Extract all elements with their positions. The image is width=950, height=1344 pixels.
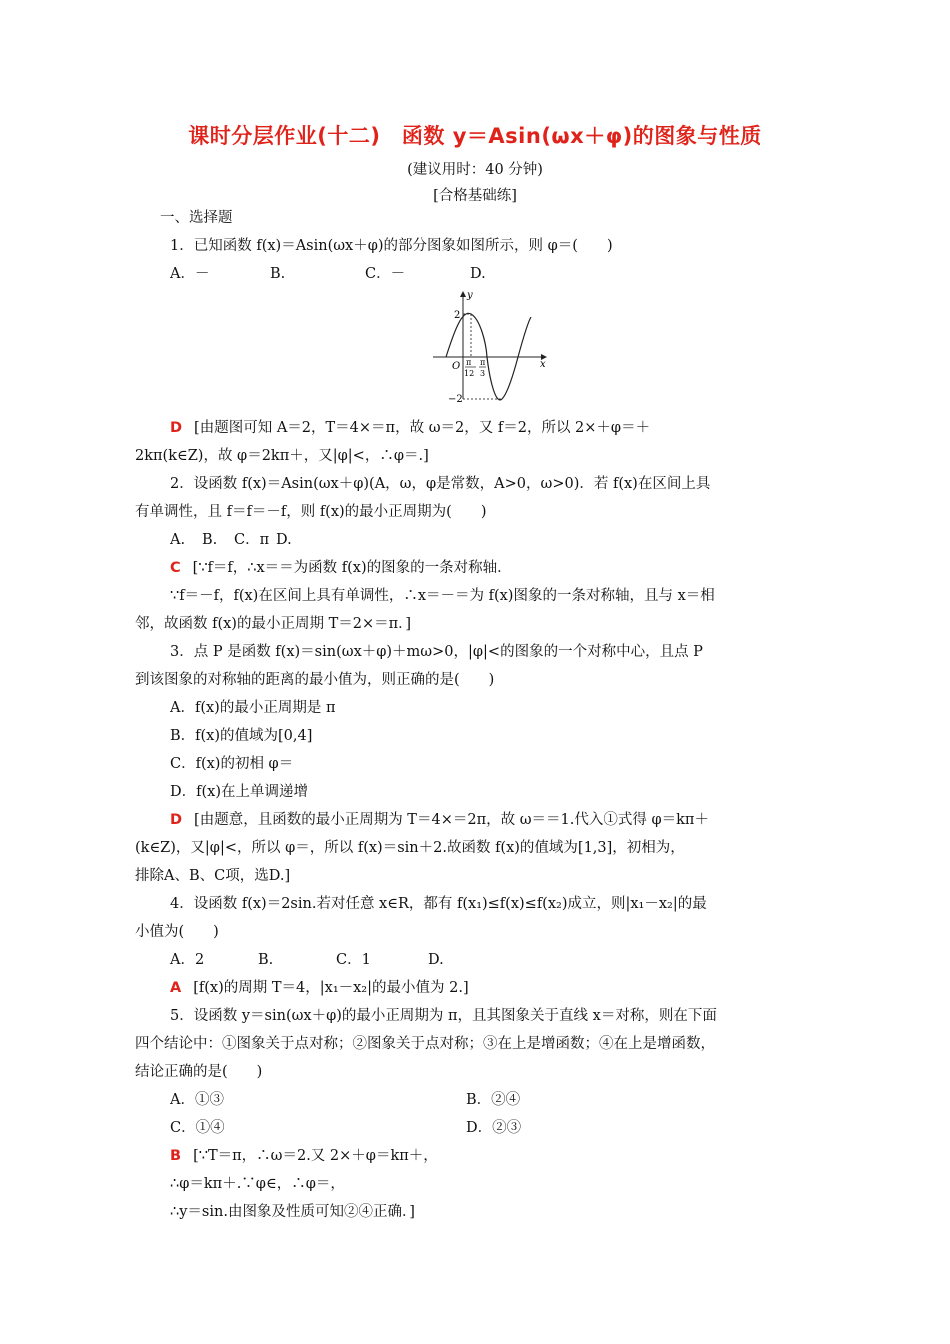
- q4-stem-line2: 小值为( ): [135, 924, 219, 940]
- q4-solution-line1: A [f(x)的周期 T＝4，|x₁－x₂|的最小值为 2.]: [170, 980, 469, 996]
- q2-solution-line2: ∵f＝－f，f(x)在区间上具有单调性，∴x＝－＝为 f(x)图象的一条对称轴，且与 x＝相: [170, 588, 715, 604]
- q3-answer: D: [170, 812, 183, 828]
- q2-stem-line2: 有单调性，且 f＝f＝－f，则 f(x)的最小正周期为( ): [135, 504, 487, 520]
- tick2-numerator: π: [480, 358, 486, 367]
- q1-answer: D: [170, 420, 183, 436]
- q4-option-c: C．1: [336, 952, 371, 968]
- x-axis-label: x: [540, 359, 546, 370]
- q4-answer: A: [170, 980, 182, 996]
- section-label: [合格基础练]: [433, 188, 517, 204]
- q3-solution-line1: D [由题意，且函数的最小正周期为 T＝4×＝2π，故 ω＝＝1.代入①式得 φ＝kπ＋: [170, 812, 709, 828]
- q5-option-b: B．②④: [466, 1092, 521, 1108]
- q3-stem-line1: 3．点 P 是函数 f(x)＝sin(ωx＋φ)＋mω>0，|φ|<的图象的一个对称中心，且点 P: [170, 644, 703, 660]
- q5-answer: B: [170, 1148, 182, 1164]
- q2-option-c: C．π: [234, 532, 270, 548]
- q2-option-d: D.: [276, 532, 292, 548]
- q5-option-d: D．②③: [466, 1120, 522, 1136]
- q1-option-c: C．－: [365, 266, 406, 282]
- q3-stem-line2: 到该图象的对称轴的距离的最小值为，则正确的是( ): [135, 672, 495, 688]
- tick1-denominator: 12: [464, 369, 475, 378]
- page-title: 课时分层作业(十二) 函数 y＝Asin(ωx＋φ)的图象与性质: [188, 124, 762, 148]
- q5-solution-line1: B [∵T＝π，∴ω＝2.又 2×＋φ＝kπ＋，: [170, 1148, 438, 1164]
- q4-options: [170, 950, 444, 970]
- q1-options: [170, 264, 486, 284]
- q5-stem-line2: 四个结论中：①图象关于点对称；②图象关于点对称；③在上是增函数；④在上是增函数，: [135, 1036, 715, 1052]
- q5-solution-line3: ∴y＝sin.由图象及性质可知②④正确．]: [170, 1204, 415, 1220]
- q2-options: [170, 530, 292, 550]
- q1-stem: 1．已知函数 f(x)＝Asin(ωx＋φ)的部分图象如图所示，则 φ＝( ): [170, 238, 613, 254]
- q2-answer: C: [170, 560, 181, 576]
- sine-graph: [428, 287, 553, 407]
- q1-option-b: B.: [270, 266, 286, 282]
- q2-option-a: A.: [170, 532, 186, 548]
- q1-option-a: A．－: [170, 266, 210, 282]
- time-note: (建议用时：40 分钟): [407, 162, 543, 178]
- q5-solution-line2: ∴φ＝kπ＋.∵φ∈，∴φ＝，: [170, 1176, 345, 1192]
- tick2-denominator: 3: [480, 369, 486, 378]
- q5-stem-line3: 结论正确的是( ): [135, 1064, 263, 1080]
- q4-option-b: B.: [258, 952, 274, 968]
- q2-option-b: B.: [202, 532, 218, 548]
- q4-option-d: D.: [428, 952, 444, 968]
- q2-solution-line3: 邻，故函数 f(x)的最小正周期 T＝2×＝π．]: [135, 616, 412, 632]
- q5-option-a: A．①③: [170, 1092, 224, 1108]
- q2-stem-line1: 2．设函数 f(x)＝Asin(ωx＋φ)(A，ω，φ是常数，A>0，ω>0)．若 f(x)在区间上具: [170, 476, 711, 492]
- part-heading: 一、选择题: [160, 210, 233, 226]
- q4-option-a: A．2: [170, 952, 205, 968]
- q5-option-c: C．①④: [170, 1120, 225, 1136]
- q3-option-a: A．f(x)的最小正周期是 π: [170, 700, 336, 716]
- y-axis-label: y: [467, 290, 473, 301]
- q5-stem-line1: 5．设函数 y＝sin(ωx＋φ)的最小正周期为 π，且其图象关于直线 x＝对称，则在下面: [170, 1008, 717, 1024]
- q4-stem-line1: 4．设函数 f(x)＝2sin.若对任意 x∈R，都有 f(x₁)≤f(x)≤f(x₂)成立，则|x₁－x₂|的最: [170, 896, 707, 912]
- q3-option-b: B．f(x)的值域为[0,4]: [170, 728, 313, 744]
- q3-solution-line2: (k∈Z)，又|φ|<，所以 φ＝，所以 f(x)＝sin＋2.故函数 f(x)的值域为[1,3]，初相为，: [135, 840, 685, 856]
- q3-option-c: C．f(x)的初相 φ＝: [170, 756, 294, 772]
- q1-solution-line1: D [由题图可知 A＝2，T＝4×＝π，故 ω＝2，又 f＝2，所以 2×＋φ＝＋: [170, 420, 651, 436]
- q3-option-d: D．f(x)在上单调递增: [170, 784, 308, 800]
- origin-label: O: [452, 361, 461, 372]
- y-max-label: 2: [454, 310, 461, 321]
- tick1-numerator: π: [466, 358, 472, 367]
- q1-option-d: D.: [470, 266, 486, 282]
- q2-solution-line1: C [∵f＝f，∴x＝＝为函数 f(x)的图象的一条对称轴．: [170, 560, 512, 576]
- q1-solution-line2: 2kπ(k∈Z)，故 φ＝2kπ＋，又|φ|<，∴φ＝.]: [135, 448, 429, 464]
- y-min-label: −2: [448, 394, 463, 405]
- q3-solution-line3: 排除A、B、C项，选D.]: [135, 868, 291, 884]
